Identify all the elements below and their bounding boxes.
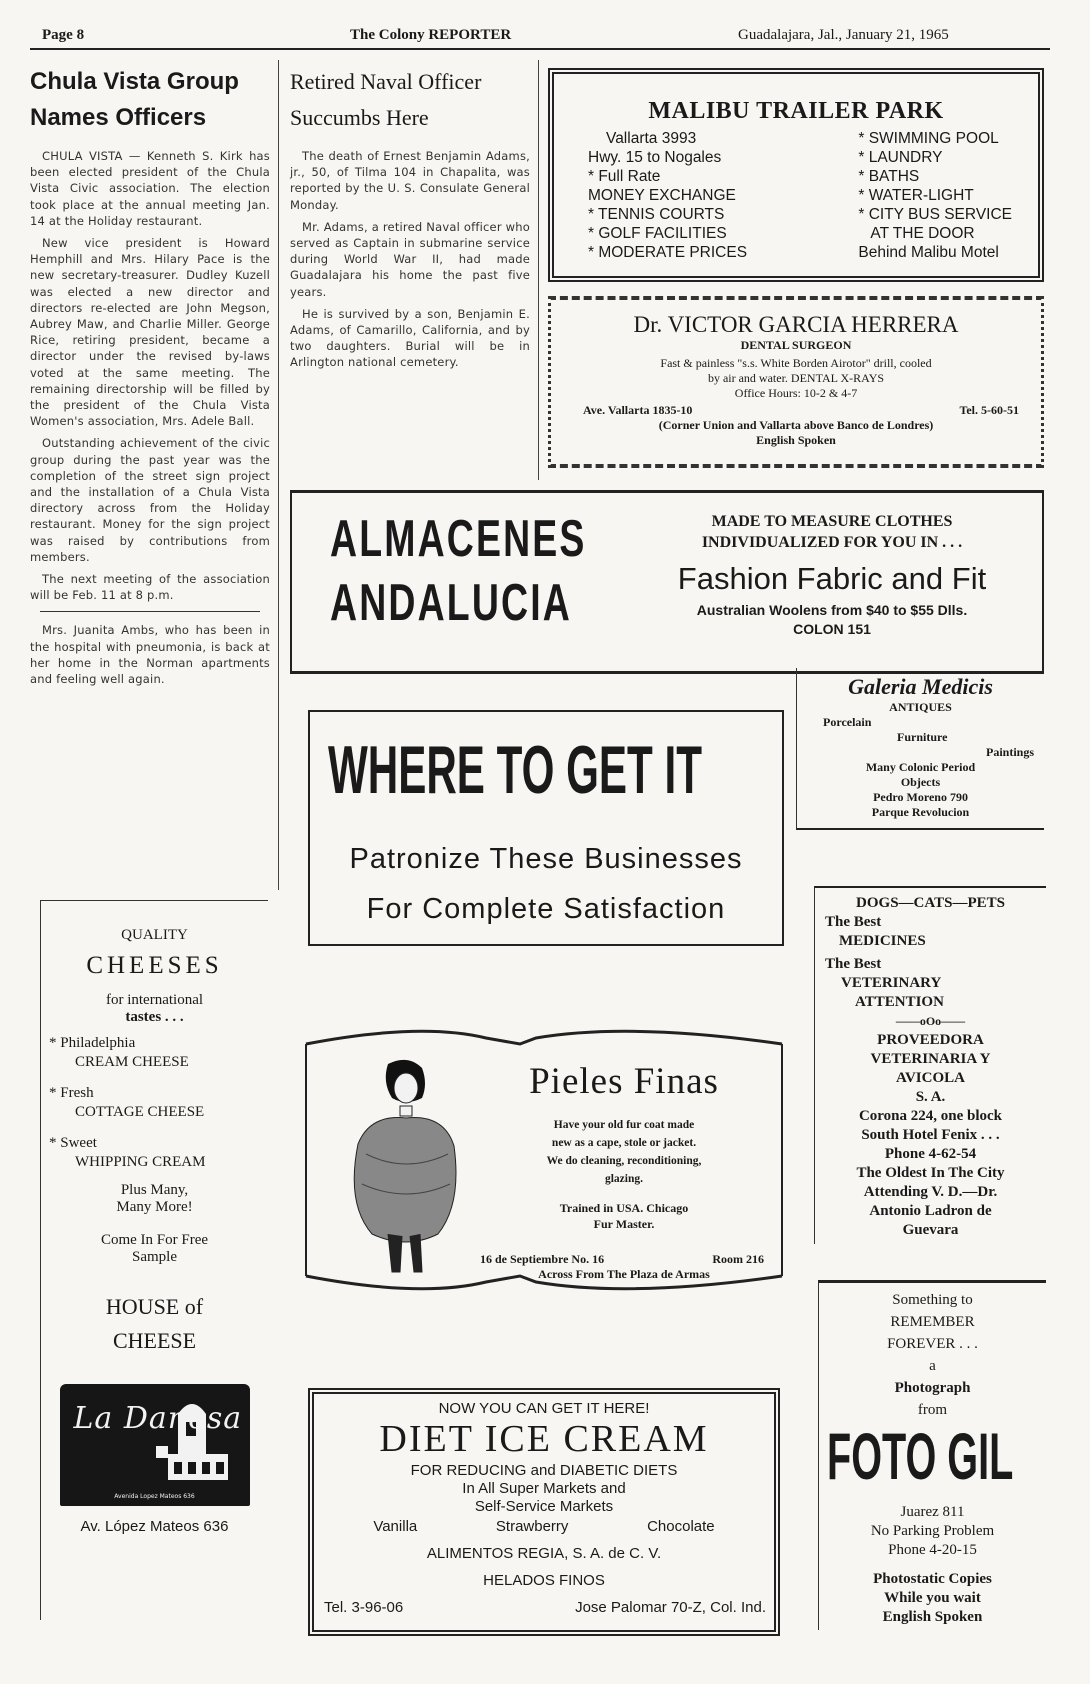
galeria-title: Galeria Medicis <box>848 674 993 699</box>
galeria-ad <box>796 668 1044 830</box>
malibu-left-line: MONEY EXCHANGE <box>588 187 736 204</box>
malibu-left-line: Vallarta 3993 <box>606 130 697 147</box>
foto-line: Something to <box>892 1292 973 1308</box>
malibu-left-line: * GOLF FACILITIES <box>588 225 727 242</box>
galeria-porcelain: Porcelain <box>823 715 872 729</box>
diet-title: DIET ICE CREAM <box>379 1418 709 1460</box>
galeria-address: Pedro Moreno 790 <box>873 790 968 804</box>
column-divider <box>538 60 539 480</box>
diet-inall: In All Super Markets and <box>462 1480 626 1497</box>
dentist-corner: (Corner Union and Vallarta above Banco de Londres) <box>658 418 934 432</box>
malibu-title: MALIBU TRAILER PARK <box>648 98 944 124</box>
cheese-item-name: CREAM CHEESE <box>75 1054 189 1070</box>
dentist-english: English Spoken <box>756 433 836 447</box>
cheeses-sample: Sample <box>132 1249 177 1265</box>
chula-headline-1: Chula Vista Group <box>30 68 239 95</box>
cheese-item-name: COTTAGE CHEESE <box>75 1104 205 1120</box>
diet-ice-cream-ad <box>308 1388 780 1636</box>
la-danesa-logo-address: Avenida Lopez Mateos 636 <box>114 1493 195 1500</box>
diet-now: NOW YOU CAN GET IT HERE! <box>438 1400 650 1417</box>
chula-paragraph: New vice president is Howard Hemphill and Mrs. Hilary Pace is the new secretary-treasurer. Dudley Kuzell was elected a new director and directors re-elected are John Megson, Aubrey Maw, and Charlie Miller. George Rice, retiring president, became a director under the revised by-laws voted at the same meeting. The remaining directorship will be filled by the president of the Chula Vista Women's association, Mrs. Adele Ball. <box>30 236 270 429</box>
pieles-finas-ad <box>300 1014 786 1304</box>
foto-address: Juarez 811 <box>900 1504 965 1520</box>
almacenes-ad <box>290 490 1044 674</box>
naval-headline-1: Retired Naval Officer <box>290 69 482 94</box>
diet-tel: Tel. 3-96-06 <box>324 1599 404 1616</box>
diet-flavor: Vanilla <box>373 1518 418 1535</box>
naval-paragraph: Mr. Adams, a retired Naval officer who served as Captain in submarine service during World War II, had made Guadalajara his home the past five years. <box>290 219 530 299</box>
ambs-paragraph: Mrs. Juanita Ambs, who has been in the hospital with pneumonia, is back at her home in the Norman apartments and feeling well again. <box>30 623 270 687</box>
galeria-line: Many Colonic Period <box>865 760 976 774</box>
cheeses-house-2: CHEESE <box>112 1328 197 1353</box>
divider <box>40 611 260 612</box>
woman-in-fur-icon <box>330 1054 470 1284</box>
pets-best: The Best <box>825 956 882 972</box>
foto-tail: While you wait <box>884 1590 981 1606</box>
pieles-line: We do cleaning, reconditioning, <box>546 1155 702 1167</box>
cheeses-ad <box>40 900 268 1620</box>
galeria-antiques: ANTIQUES <box>889 700 952 714</box>
galeria-furniture: Furniture <box>897 730 948 744</box>
diet-company: ALIMENTOS REGIA, S. A. de C. V. <box>426 1545 662 1562</box>
diet-helados: HELADOS FINOS <box>483 1572 605 1589</box>
pets-title: DOGS—CATS—PETS <box>856 895 1005 911</box>
cheese-item-name: WHIPPING CREAM <box>75 1154 206 1170</box>
cheeses-come: Come In For Free <box>100 1232 209 1248</box>
foto-line: Photograph <box>894 1380 971 1396</box>
galeria-paintings: Paintings <box>985 745 1034 759</box>
dentist-title: DENTAL SURGEON <box>740 338 852 352</box>
almacenes-woolens: Australian Woolens from $40 to $55 Dlls. <box>696 602 968 618</box>
foto-tail: English Spoken <box>882 1609 983 1625</box>
cheese-item: * Sweet <box>49 1135 97 1151</box>
pieles-across: Across From The Plaza de Armas <box>538 1267 710 1281</box>
where-title: WHERE TO GET IT <box>328 732 702 808</box>
almacenes-name <box>330 507 587 635</box>
chula-headline-2: Names Officers <box>30 104 207 131</box>
malibu-right-line: Behind Malibu Motel <box>858 244 999 261</box>
almacenes-fashion: Fashion Fabric and Fit <box>677 561 987 596</box>
la-danesa-logo-text: La Danesa <box>73 1401 243 1436</box>
almacenes-colon: COLON 151 <box>793 621 871 637</box>
pets-address: Corona 224, one block <box>858 1108 1003 1124</box>
almacenes-line: MADE TO MEASURE CLOTHES <box>711 513 953 530</box>
pieles-line: new as a cape, stole or jacket. <box>551 1137 697 1149</box>
diet-self: Self-Service Markets <box>474 1498 614 1515</box>
pets-line: PROVEEDORA <box>877 1032 984 1048</box>
la-danesa-logo <box>60 1384 250 1506</box>
where-line: For Complete Satisfaction <box>366 893 726 925</box>
pets-line: S. A. <box>915 1089 946 1105</box>
pets-separator: ——oOo—— <box>895 1014 966 1028</box>
dentist-address: Ave. Vallarta 1835-10 <box>583 403 693 417</box>
foto-gil-ad <box>818 1280 1046 1630</box>
cheese-item: * Philadelphia <box>49 1035 136 1051</box>
cheeses-address: Av. López Mateos 636 <box>80 1518 229 1535</box>
pieles-trained: Trained in USA. Chicago <box>559 1201 689 1215</box>
foto-line: a <box>929 1358 936 1374</box>
foto-name: FOTO GIL <box>827 1419 1014 1493</box>
where-to-get-it-box <box>308 710 784 946</box>
dentist-line: Fast & painless "s.s. White Borden Airotor" drill, cooled <box>660 356 932 370</box>
malibu-right-line: * WATER-LIGHT <box>858 187 974 204</box>
pets-line: AVICOLA <box>896 1070 965 1086</box>
pets-line: VETERINARIA Y <box>870 1051 991 1067</box>
foto-line: REMEMBER <box>890 1314 975 1330</box>
naval-paragraph: He is survived by a son, Benjamin E. Adams, of Camarillo, California, and by two daughters. Burial will be in Arlington national cemetery. <box>290 306 530 370</box>
page-number: Page 8 <box>42 27 85 43</box>
cheeses-house-1: HOUSE of <box>105 1294 204 1319</box>
naval-headline-2: Succumbs Here <box>290 105 429 130</box>
cheeses-for: for international <box>105 992 204 1008</box>
foto-tail: Photostatic Copies <box>873 1571 992 1587</box>
malibu-right-line: * LAUNDRY <box>858 149 943 166</box>
almacenes-name-1: ALMACENES <box>330 510 587 568</box>
malibu-ad <box>548 68 1044 282</box>
foto-line: FOREVER . . . <box>887 1336 978 1352</box>
pieles-master: Fur Master. <box>593 1217 655 1231</box>
dentist-name: Dr. VICTOR GARCIA HERRERA <box>633 312 959 337</box>
pets-ad <box>814 886 1046 1244</box>
pets-best: The Best <box>825 914 882 930</box>
pieles-room: Room 216 <box>712 1252 764 1266</box>
cheese-item: * Fresh <box>49 1085 94 1101</box>
column-divider <box>278 60 279 890</box>
malibu-left-line: * Full Rate <box>588 168 661 185</box>
malibu-right-line: * BATHS <box>858 168 920 185</box>
almacenes-name-2: ANDALUCIA <box>330 574 572 632</box>
malibu-left-line: * MODERATE PRICES <box>588 244 748 261</box>
naval-paragraph: The death of Ernest Benjamin Adams, jr., 50, of Tilma 104 in Chapalita, was reported by the U. S. Consulate General Monday. <box>290 149 530 212</box>
diet-flavor: Strawberry <box>495 1518 569 1535</box>
pets-medicines: MEDICINES <box>839 933 926 949</box>
foto-address: No Parking Problem <box>870 1523 995 1539</box>
pets-attention: ATTENTION <box>855 994 944 1010</box>
pets-phone: Phone 4-62-54 <box>884 1146 977 1162</box>
cheeses-plus: Plus Many, <box>120 1182 189 1198</box>
pets-vet: VETERINARY <box>841 975 942 991</box>
cheeses-title: CHEESES <box>86 952 223 979</box>
almacenes-line: INDIVIDUALIZED FOR YOU IN . . . <box>701 534 963 551</box>
pieles-line: Have your old fur coat made <box>553 1119 695 1131</box>
malibu-left-line: * TENNIS COURTS <box>588 206 725 223</box>
pieles-title: Pieles Finas <box>529 1061 719 1102</box>
chula-paragraph: The next meeting of the association will be Feb. 11 at 8 p.m. <box>30 572 270 603</box>
chula-paragraph: CHULA VISTA — Kenneth S. Kirk has been elected president of the Chula Vista Civic association. The election took place at the annual meeting Jan. 14 at the Holiday restaurant. <box>30 149 270 228</box>
malibu-right-line: * SWIMMING POOL <box>858 130 999 147</box>
chula-vista-article <box>30 64 270 693</box>
where-line: Patronize These Businesses <box>349 843 743 875</box>
diet-address: Jose Palomar 70-Z, Col. Ind. <box>575 1599 766 1616</box>
galeria-line: Objects <box>900 775 941 789</box>
pets-address: The Oldest In The City <box>856 1165 1005 1181</box>
naval-officer-article <box>290 64 530 377</box>
pets-address: Attending V. D.—Dr. <box>863 1184 998 1200</box>
foto-phone: Phone 4-20-15 <box>888 1542 977 1558</box>
chula-paragraph: Outstanding achievement of the civic group during the past year was the completion of the street sign project and the installation of a Chula Vista directory across from the Holiday restaurant. Money for the sign project was raised by contributions from members. <box>30 436 270 564</box>
newspaper-name: The Colony REPORTER <box>350 27 512 43</box>
cheeses-more: Many More! <box>116 1199 193 1215</box>
dentist-tel: Tel. 5-60-51 <box>959 403 1019 417</box>
header-rule <box>30 48 1050 50</box>
diet-for: FOR REDUCING and DIABETIC DIETS <box>410 1462 678 1479</box>
malibu-right-line: * CITY BUS SERVICE <box>858 206 1012 223</box>
dateline: Guadalajara, Jal., January 21, 1965 <box>738 27 949 43</box>
malibu-left-line: Hwy. 15 to Nogales <box>588 149 722 166</box>
diet-flavor: Chocolate <box>647 1518 715 1535</box>
galeria-parque: Parque Revolucion <box>871 805 970 819</box>
malibu-right-line: AT THE DOOR <box>870 225 975 242</box>
pieles-line: glazing. <box>604 1173 643 1185</box>
dentist-line: by air and water. DENTAL X-RAYS <box>707 371 885 385</box>
cheeses-quality: QUALITY <box>121 927 188 943</box>
dentist-hours: Office Hours: 10-2 & 4-7 <box>734 386 858 400</box>
foto-line: from <box>917 1402 948 1418</box>
pets-address: South Hotel Fenix . . . <box>861 1127 1000 1143</box>
pets-address: Guevara <box>902 1222 959 1238</box>
cheeses-tastes: tastes . . . <box>125 1009 184 1025</box>
dentist-ad <box>548 296 1044 468</box>
pieles-address: 16 de Septiembre No. 16 <box>480 1252 605 1266</box>
pets-address: Antonio Ladron de <box>869 1203 992 1219</box>
